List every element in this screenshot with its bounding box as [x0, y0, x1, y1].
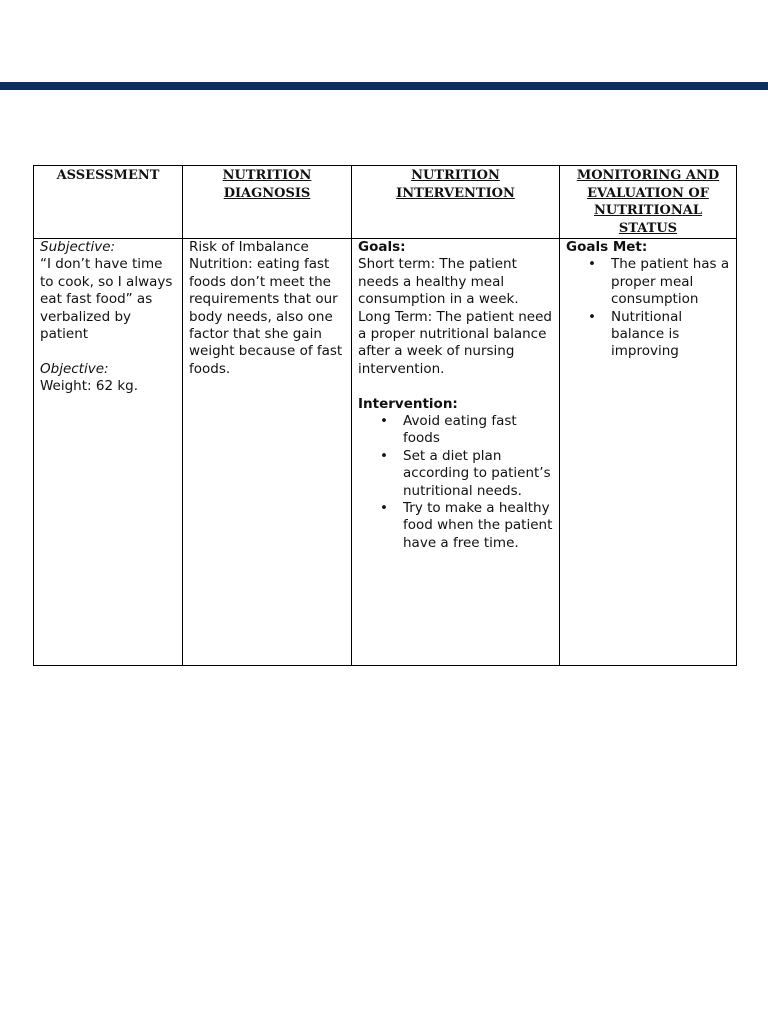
goals-label: Goals: [358, 239, 406, 255]
header-diagnosis-label: NUTRITION DIAGNOSIS [222, 168, 312, 201]
list-item: • Set a diet plan according to patient’s nutritional needs. [403, 448, 553, 500]
header-intervention [352, 166, 560, 239]
subjective-label: Subjective: [40, 239, 116, 255]
header-monitoring-label: MONITORING AND EVALUATION OF NUTRITIONAL STATUS [576, 168, 720, 236]
monitoring-cell [560, 239, 737, 666]
table-body-row [34, 239, 737, 666]
objective-text: Weight: 62 kg. [40, 378, 139, 395]
header-intervention-label: NUTRITION INTERVENTION [396, 168, 515, 201]
list-item: • Try to make a healthy food when the patient have a free time. [403, 500, 553, 552]
list-item: • The patient has a proper meal consumption [611, 256, 730, 308]
table-header-row [34, 166, 737, 239]
header-diagnosis [183, 166, 352, 239]
list-item: • Nutritional balance is improving [611, 309, 730, 361]
intervention-cell [352, 239, 560, 666]
header-rule [0, 82, 768, 90]
subjective-text: “I don’t have time to cook, so I always eat fast food” as verbalized by patient [40, 256, 173, 343]
assessment-cell [34, 239, 183, 666]
diagnosis-cell [183, 239, 352, 666]
diagnosis-text: Risk of Imbalance Nutrition: eating fast foods don’t meet the requirements that our body needs, also one factor that she gain weight because of fast foods. [189, 239, 343, 377]
list-item: • Avoid eating fast foods [403, 413, 553, 448]
intervention-label: Intervention: [358, 395, 458, 412]
header-monitoring [560, 166, 737, 239]
short-term-goal: Short term: The patient needs a healthy meal consumption in a week. [358, 256, 519, 308]
intervention-list [358, 413, 553, 552]
goals-met-label: Goals Met: [566, 239, 648, 255]
long-term-goal: Long Term: The patient need a proper nutritional balance after a week of nursing intervention. [358, 308, 552, 377]
goals-met-list [566, 256, 730, 360]
objective-label: Objective: [40, 360, 109, 377]
header-assessment-label: ASSESSMENT [56, 168, 160, 183]
header-assessment [34, 166, 183, 239]
nutrition-care-table [33, 165, 737, 666]
